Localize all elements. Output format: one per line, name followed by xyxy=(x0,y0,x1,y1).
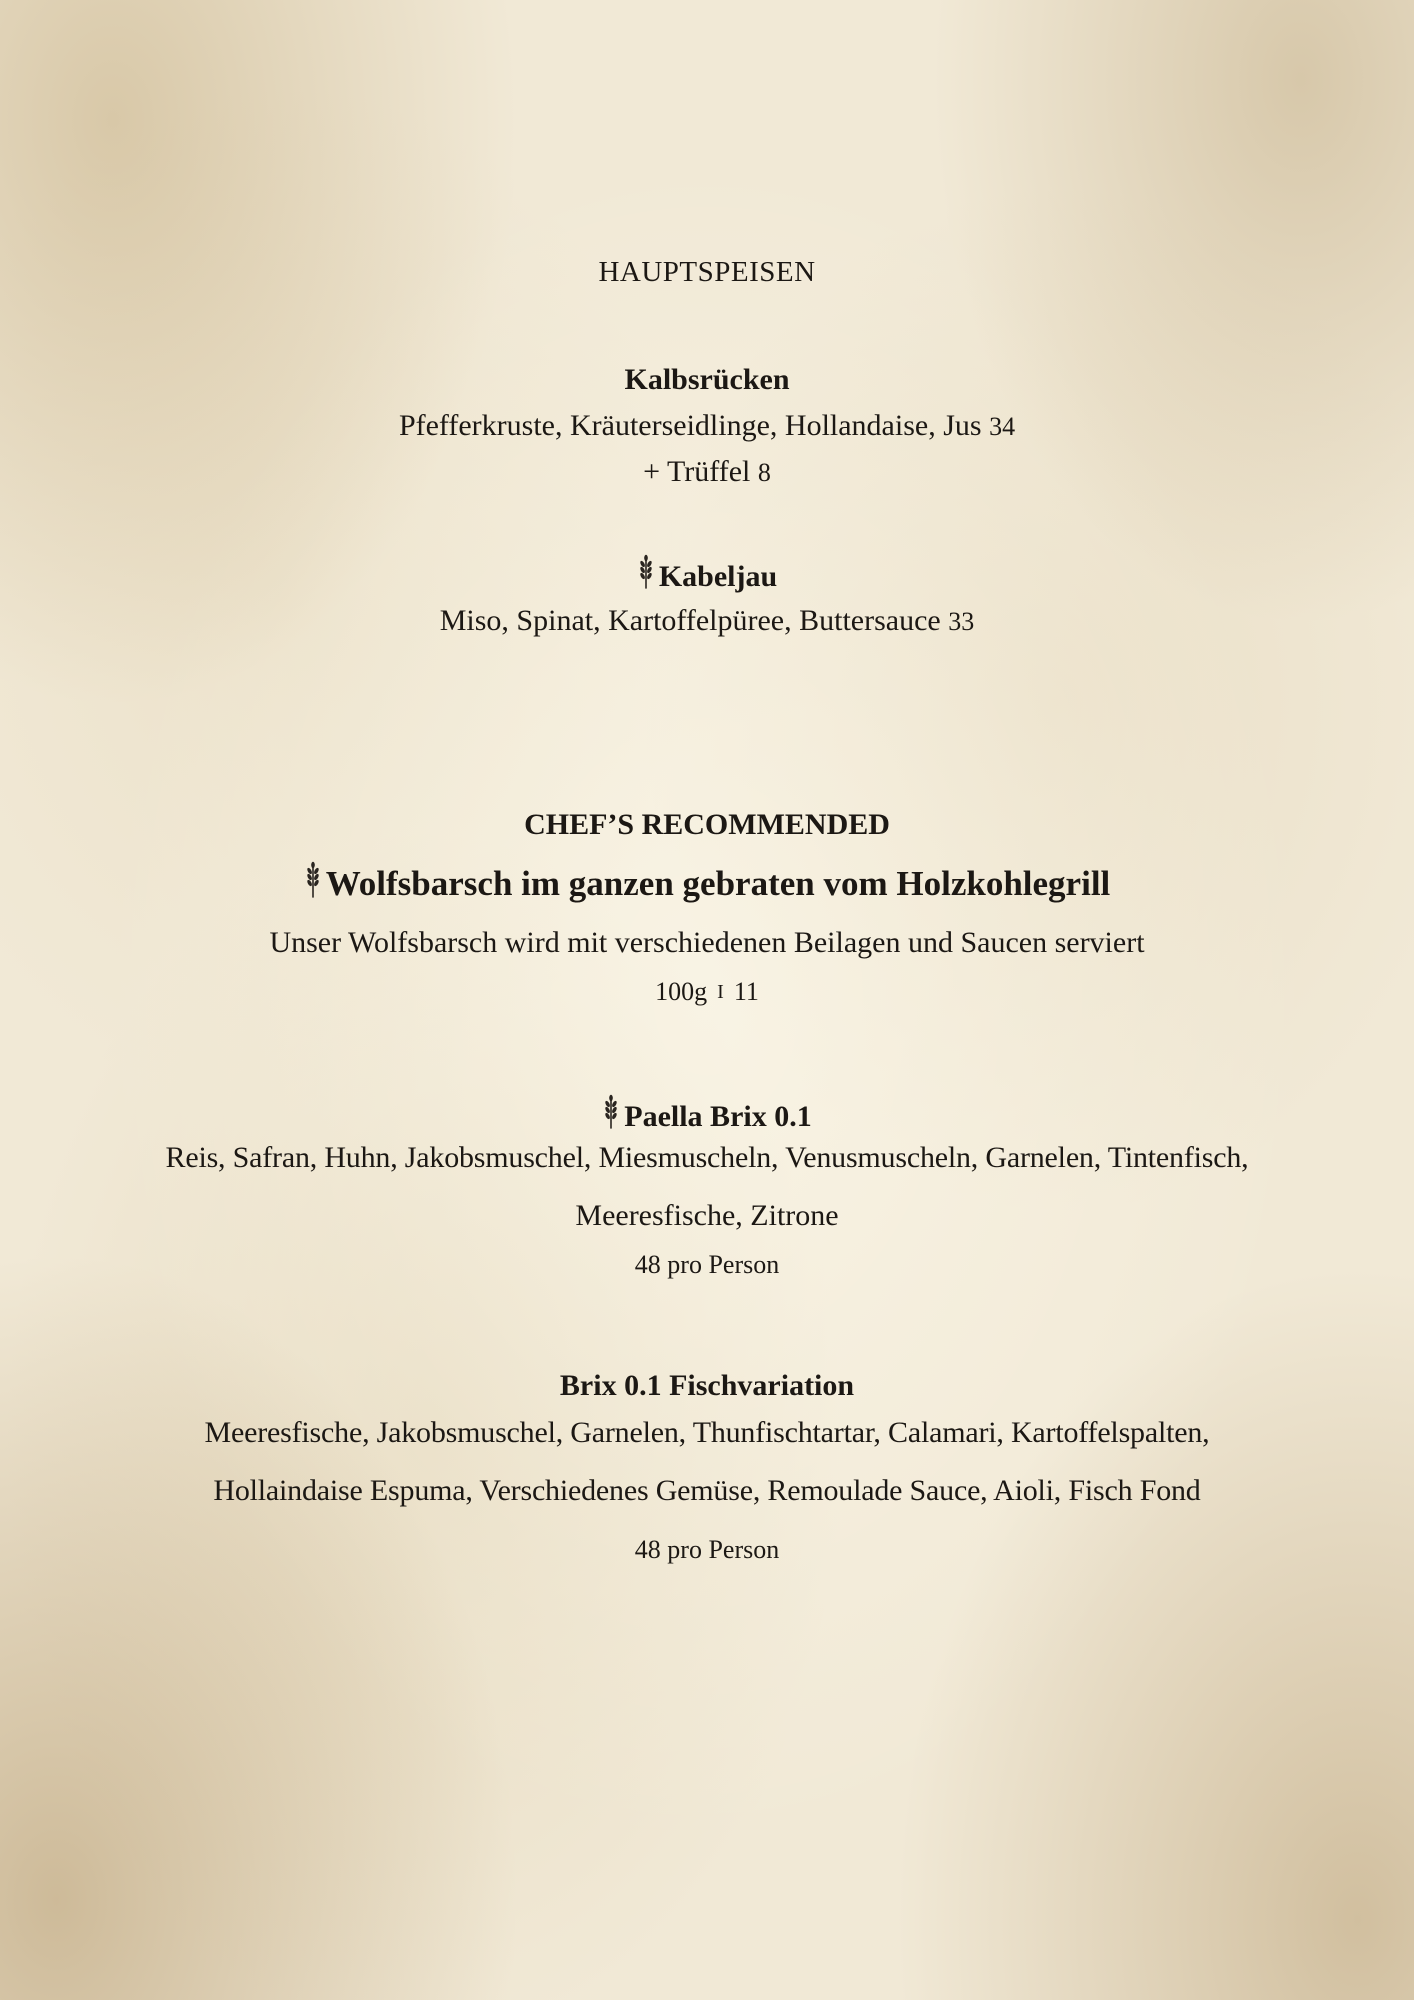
paella-name-row xyxy=(0,1094,1414,1134)
dish-description-kabeljau xyxy=(0,604,1414,638)
chef-dish-name: Wolfsbarsch im ganzen gebraten vom Holzkohlegrill xyxy=(325,864,1111,903)
wheat-icon xyxy=(637,554,655,590)
paella-description-line1: Reis, Safran, Huhn, Jakobsmuschel, Miesmuscheln, Venusmuscheln, Garnelen, Tintenfisch, xyxy=(165,1141,1249,1174)
paella-price: 48 pro Person xyxy=(634,1250,780,1279)
chef-dish-unit: 100g xyxy=(655,977,708,1006)
dish-description-text: Miso, Spinat, Kartoffelpüree, Buttersauce xyxy=(439,604,941,637)
chef-dish-price-row xyxy=(0,977,1414,1007)
fischvariation-description-line2: Hollaindaise Espuma, Verschiedenes Gemüse, Remoulade Sauce, Aioli, Fisch Fond xyxy=(213,1474,1201,1507)
dish-extra-truffle xyxy=(0,455,1414,489)
dish-name-kabeljau: Kabeljau xyxy=(658,560,778,593)
dish-price: 33 xyxy=(948,607,975,636)
section-heading: HAUPTSPEISEN xyxy=(598,256,816,288)
paella-description-line2: Meeresfische, Zitrone xyxy=(575,1199,839,1232)
wheat-icon xyxy=(304,861,322,899)
dish-extra-price: 8 xyxy=(757,458,771,487)
dish-price: 34 xyxy=(989,412,1016,441)
chef-dish-price: 11 xyxy=(733,977,759,1006)
dish-name-kabeljau-row xyxy=(0,554,1414,594)
wheat-icon xyxy=(602,1094,620,1130)
dish-description-kalbsruecken xyxy=(0,409,1414,443)
chef-dish-name-row xyxy=(0,861,1414,904)
paella-name: Paella Brix 0.1 xyxy=(624,1100,812,1133)
fischvariation-price: 48 pro Person xyxy=(634,1535,780,1564)
fischvariation-description-line1: Meeresfische, Jakobsmuschel, Garnelen, Thunfischtartar, Calamari, Kartoffelspalten, xyxy=(204,1416,1210,1449)
chef-dish-description: Unser Wolfsbarsch wird mit verschiedenen Beilagen und Saucen serviert xyxy=(269,926,1145,959)
dish-description-text: Pfefferkruste, Kräuterseidlinge, Hollandaise, Jus xyxy=(398,409,982,442)
dish-name-kalbsruecken: Kalbsrücken xyxy=(624,363,790,396)
chef-recommended-heading: CHEF’S RECOMMENDED xyxy=(524,808,890,841)
dish-extra-label: + Trüffel xyxy=(643,455,751,488)
fischvariation-name: Brix 0.1 Fischvariation xyxy=(559,1369,855,1402)
price-separator: I xyxy=(717,981,724,1003)
